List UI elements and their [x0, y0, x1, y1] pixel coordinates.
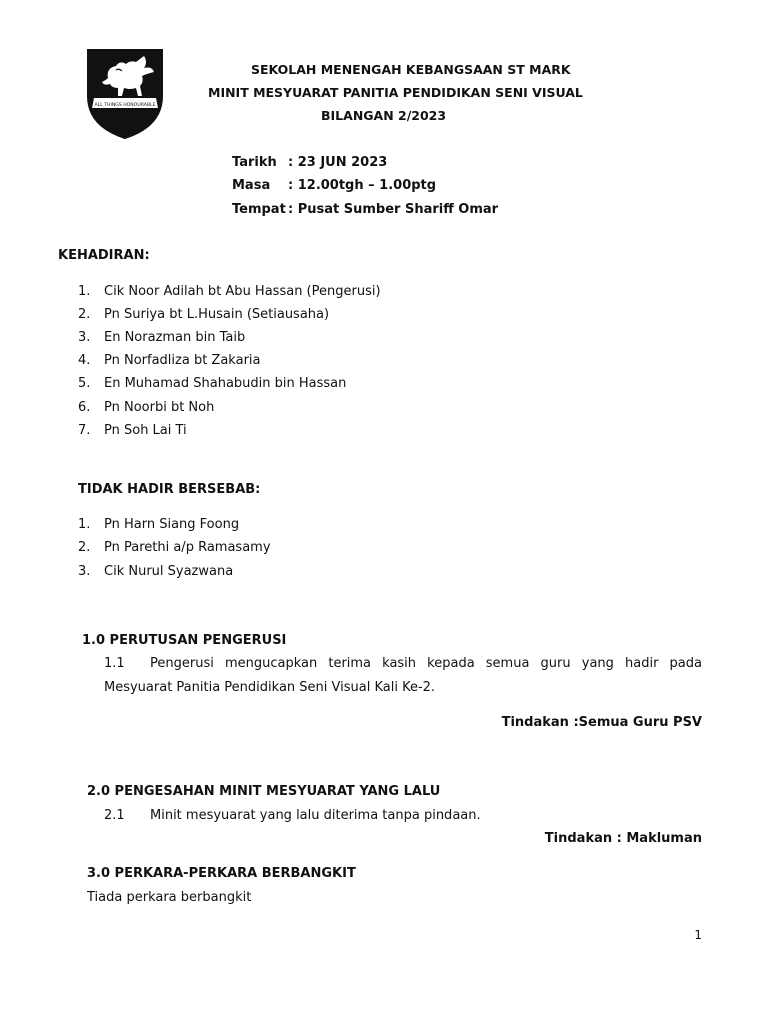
attendee-name: En Norazman bin Taib [104, 330, 246, 345]
attendance-item [78, 330, 245, 345]
section-3-text: Tiada perkara berbangkit [87, 890, 252, 905]
item-number: 3. [78, 330, 91, 345]
sub-item-number: 2.1 [104, 808, 125, 823]
attendance-item [78, 400, 214, 415]
section-1-paragraph [104, 652, 702, 700]
attendance-item [78, 307, 329, 322]
item-number: 2. [78, 540, 91, 555]
page-number: 1 [694, 928, 702, 942]
item-number: 4. [78, 353, 91, 368]
attendee-name: Pn Soh Lai Ti [104, 423, 187, 438]
time-label: Masa [232, 178, 271, 193]
section-2-heading: 2.0 PENGESAHAN MINIT MESYUARAT YANG LALU [87, 784, 441, 799]
item-number: 2. [78, 307, 91, 322]
place-label: Tempat [232, 202, 286, 217]
sub-item-number: 1.1 [104, 656, 125, 671]
absent-item [78, 517, 239, 532]
absent-item [78, 564, 233, 579]
section-3-heading: 3.0 PERKARA-PERKARA BERBANGKIT [87, 866, 356, 881]
item-number: 5. [78, 376, 91, 391]
item-number: 1. [78, 517, 91, 532]
section-1-action: Tindakan :Semua Guru PSV [501, 715, 702, 730]
attendance-item [78, 284, 381, 299]
motto-text: ALL THINGS HONOURABLE [94, 103, 156, 108]
attendance-heading: KEHADIRAN: [58, 248, 150, 263]
section-1-heading: 1.0 PERUTUSAN PENGERUSI [82, 633, 287, 648]
date-label: Tarikh [232, 155, 277, 170]
document-title: MINIT MESYUARAT PANITIA PENDIDIKAN SENI VISUAL [208, 85, 583, 100]
date-value: : 23 JUN 2023 [288, 155, 388, 170]
attendee-name: Pn Noorbi bt Noh [104, 400, 215, 415]
item-number: 1. [78, 284, 91, 299]
time-value: : 12.00tgh – 1.00ptg [288, 178, 437, 193]
item-number: 6. [78, 400, 91, 415]
attendance-item [78, 423, 187, 438]
attendee-name: Pn Suriya bt L.Husain (Setiausaha) [104, 307, 330, 322]
absentee-name: Cik Nurul Syazwana [104, 564, 234, 579]
attendee-name: Cik Noor Adilah bt Abu Hassan (Pengerusi) [104, 284, 381, 299]
attendance-item [78, 376, 346, 391]
place-value: : Pusat Sumber Shariff Omar [288, 202, 499, 217]
school-crest-logo [86, 48, 164, 140]
absent-heading: TIDAK HADIR BERSEBAB: [78, 482, 261, 497]
absent-item [78, 540, 271, 555]
item-number: 3. [78, 564, 91, 579]
document-number: BILANGAN 2/2023 [321, 108, 447, 123]
section-2-action: Tindakan : Makluman [544, 831, 702, 846]
absentee-name: Pn Harn Siang Foong [104, 517, 240, 532]
attendee-name: En Muhamad Shahabudin bin Hassan [104, 376, 347, 391]
item-number: 7. [78, 423, 91, 438]
school-name: SEKOLAH MENENGAH KEBANGSAAN ST MARK [251, 62, 571, 77]
attendance-item [78, 353, 261, 368]
section-2-paragraph [104, 808, 481, 823]
section-2-text: Minit mesyuarat yang lalu diterima tanpa pindaan. [150, 808, 481, 823]
absentee-name: Pn Parethi a/p Ramasamy [104, 540, 271, 555]
section-1-text: Pengerusi mengucapkan terima kasih kepada semua guru yang hadir pada Mesyuarat Panitia Pendidikan Seni Visual Kali Ke-2. [104, 656, 702, 695]
attendee-name: Pn Norfadliza bt Zakaria [104, 353, 261, 368]
